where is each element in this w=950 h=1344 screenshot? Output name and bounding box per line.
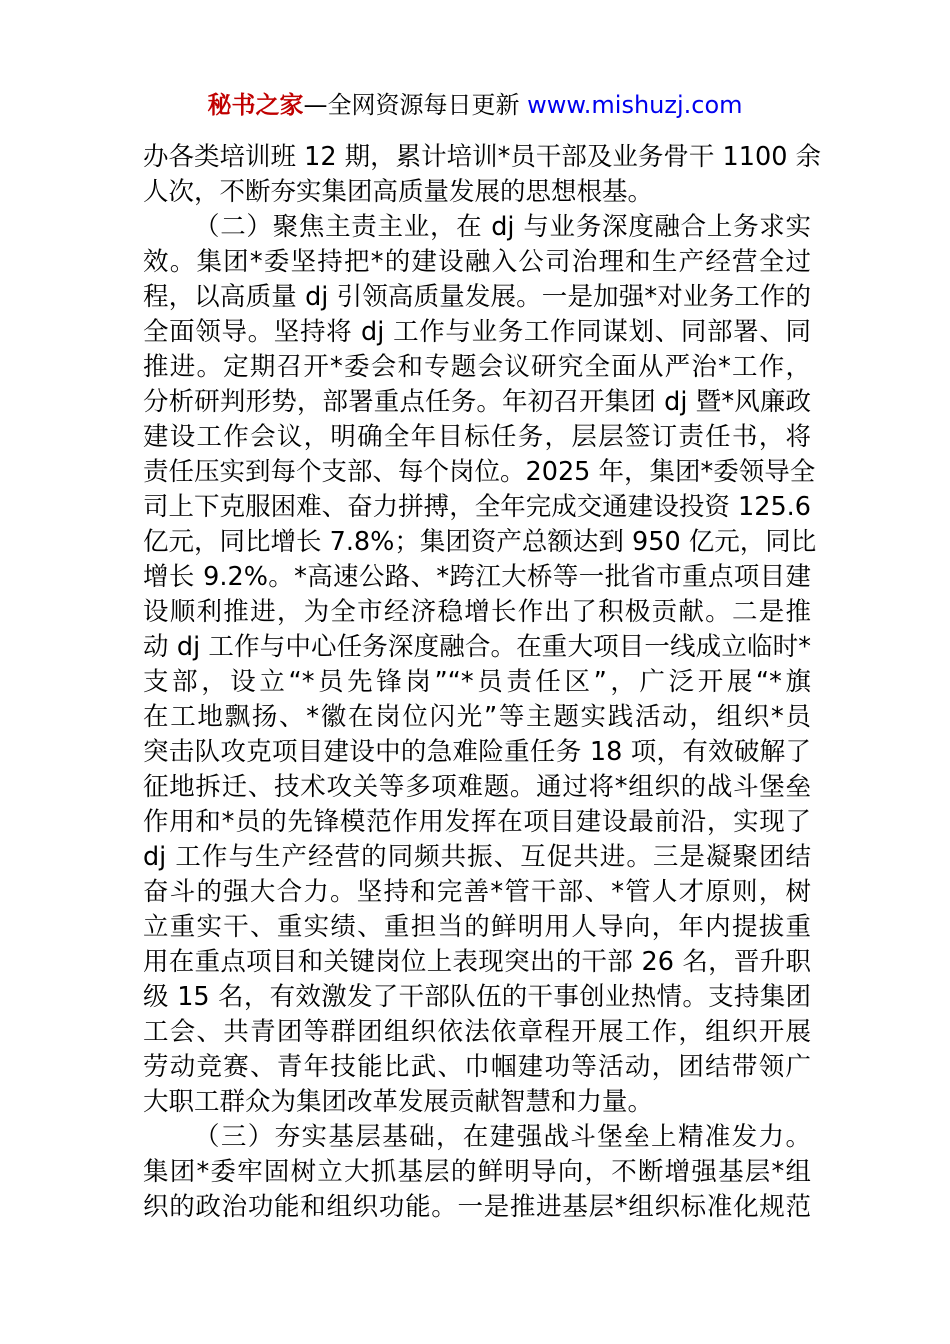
site-brand: 秘书之家 bbox=[207, 91, 304, 119]
text-line: 人次，不断夯实集团高质量发展的思想根基。 bbox=[143, 177, 654, 207]
text-line: 分析研判形势，部署重点任务。年初召开集团 dj 暨*风廉政 bbox=[143, 387, 811, 417]
text-line: 全面领导。坚持将 dj 工作与业务工作同谋划、同部署、同 bbox=[143, 317, 811, 347]
text-line: 亿元，同比增长 7.8%；集团资产总额达到 950 亿元，同比 bbox=[143, 527, 817, 557]
text-line: 程，以高质量 dj 引领高质量发展。一是加强*对业务工作的 bbox=[143, 282, 811, 312]
text-line: 突击队攻克项目建设中的急难险重任务 18 项，有效破解了 bbox=[143, 737, 811, 767]
text-line: 立重实干、重实绩、重担当的鲜明用人导向，年内提拔重 bbox=[143, 912, 811, 942]
text-line: 征地拆迁、技术攻关等多项难题。通过将*组织的战斗堡垒 bbox=[143, 772, 811, 802]
section-heading-line: （二）聚焦主责主业，在 dj 与业务深度融合上务求实 bbox=[194, 212, 811, 242]
text-line: 责任压实到每个支部、每个岗位。2025 年，集团*委领导全 bbox=[143, 457, 816, 487]
text-line: 动 dj 工作与中心任务深度融合。在重大项目一线成立临时* bbox=[143, 632, 811, 662]
text-line: dj 工作与生产经营的同频共振、互促共进。三是凝聚团结 bbox=[143, 842, 811, 872]
text-line: 办各类培训班 12 期，累计培训*员干部及业务骨干 1100 余 bbox=[143, 142, 822, 172]
text-line: 劳动竞赛、青年技能比武、巾帼建功等活动，团结带领广 bbox=[143, 1052, 811, 1082]
text-line: 级 15 名，有效激发了干部队伍的干事创业热情。支持集团 bbox=[143, 982, 811, 1012]
section-heading-line: （三）夯实基层基础，在建强战斗堡垒上精准发力。 bbox=[194, 1122, 811, 1152]
text-line: 效。集团*委坚持把*的建设融入公司治理和生产经营全过 bbox=[143, 247, 811, 277]
text-line: 在工地飘扬、*徽在岗位闪光”等主题实践活动，组织*员 bbox=[143, 702, 811, 732]
text-line: 作用和*员的先锋模范作用发挥在项目建设最前沿，实现了 bbox=[143, 807, 811, 837]
text-line: 推进。定期召开*委会和专题会议研究全面从严治*工作， bbox=[143, 352, 811, 382]
site-header bbox=[0, 88, 950, 122]
site-tagline: —全网资源每日更新 bbox=[303, 91, 528, 119]
text-line: 增长 9.2%。*高速公路、*跨江大桥等一批省市重点项目建 bbox=[143, 562, 811, 592]
text-line: 设顺利推进，为全市经济稳增长作出了积极贡献。二是推 bbox=[143, 597, 811, 627]
text-line: 大职工群众为集团改革发展贡献智慧和力量。 bbox=[143, 1087, 654, 1117]
site-url-link[interactable]: www.mishuzj.com bbox=[527, 91, 743, 119]
text-line: 工会、共青团等群团组织依法依章程开展工作，组织开展 bbox=[143, 1017, 811, 1047]
text-line: 司上下克服困难、奋力拼搏，全年完成交通建设投资 125.6 bbox=[143, 492, 811, 522]
text-line: 集团*委牢固树立大抓基层的鲜明导向，不断增强基层*组 bbox=[143, 1157, 811, 1187]
text-line: 织的政治功能和组织功能。一是推进基层*组织标准化规范 bbox=[143, 1192, 811, 1222]
text-line: 建设工作会议，明确全年目标任务，层层签订责任书，将 bbox=[143, 422, 811, 452]
document-body bbox=[143, 140, 822, 1225]
text-line: 奋斗的强大合力。坚持和完善*管干部、*管人才原则，树 bbox=[143, 877, 811, 907]
text-line: 用在重点项目和关键岗位上表现突出的干部 26 名，晋升职 bbox=[143, 947, 811, 977]
text-line: 支部，设立“*员先锋岗”“*员责任区”，广泛开展“*旗 bbox=[143, 667, 811, 697]
